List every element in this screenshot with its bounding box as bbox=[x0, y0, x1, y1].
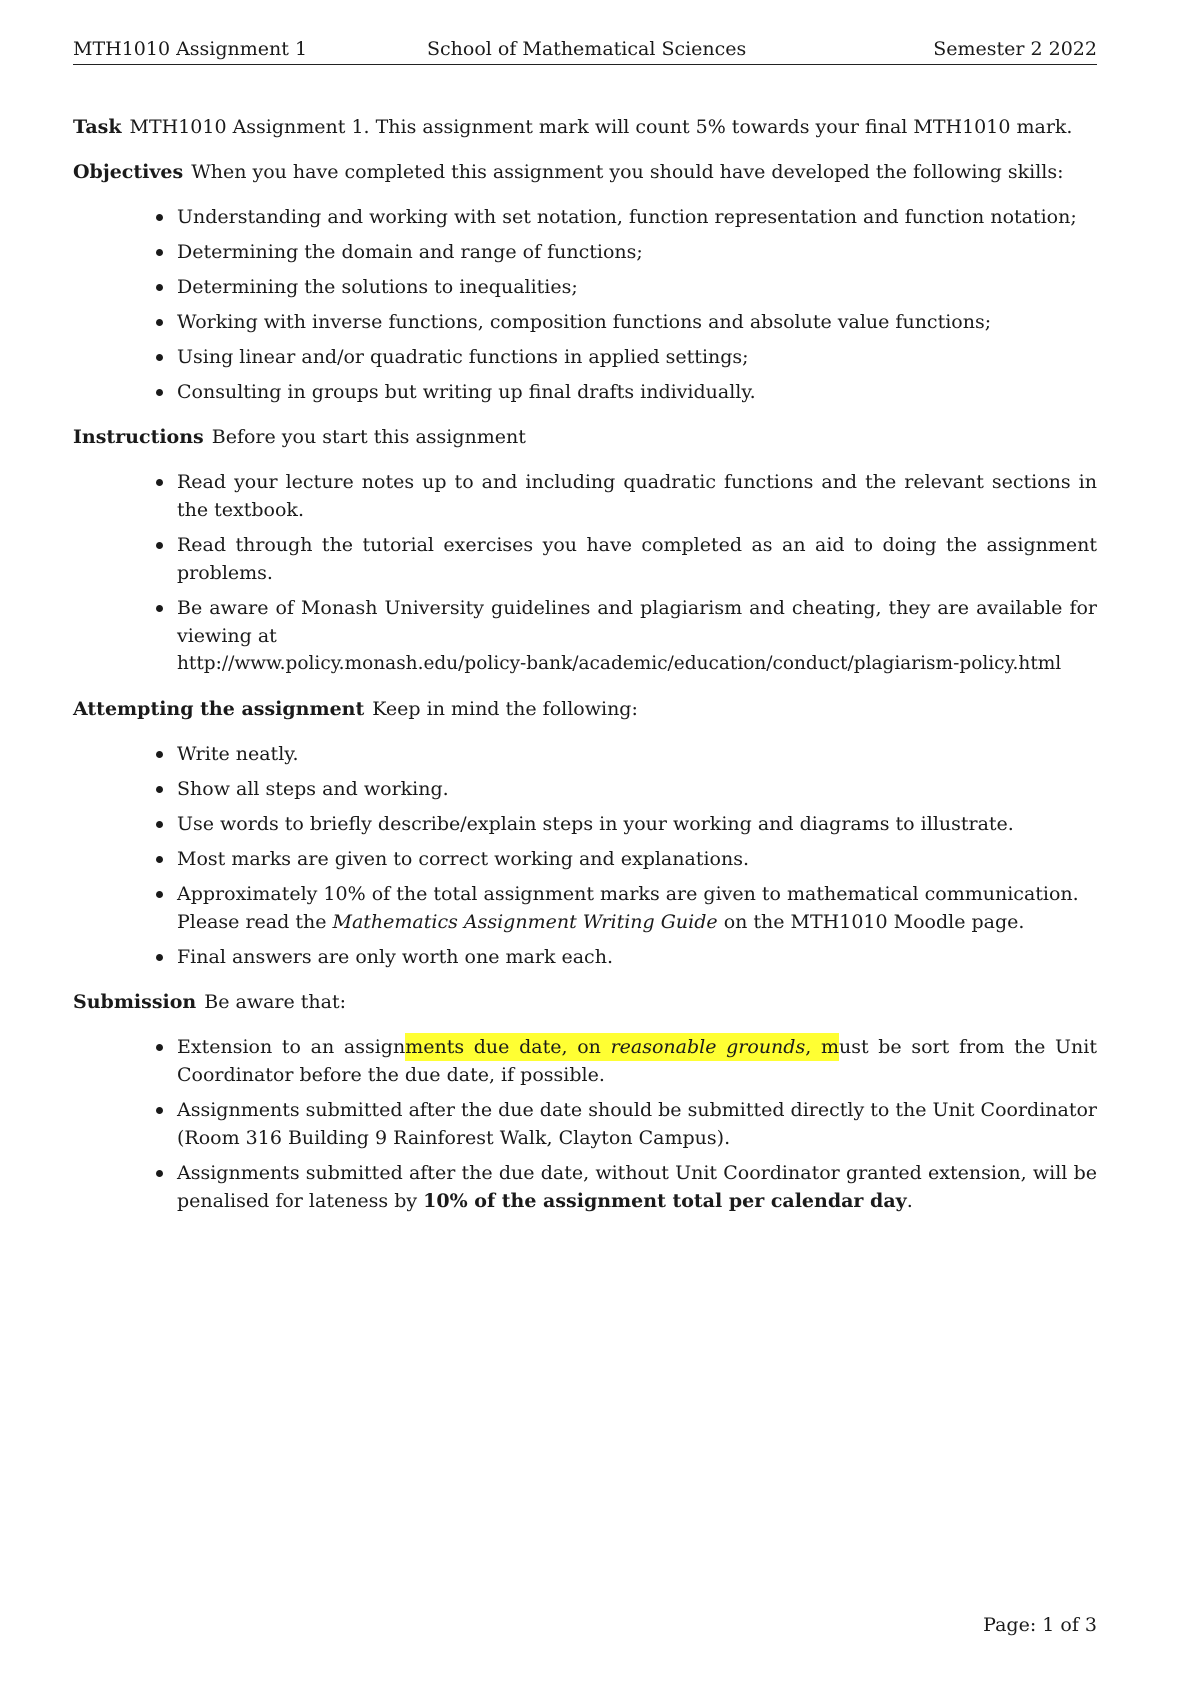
objectives-list bbox=[73, 203, 1103, 406]
document-body bbox=[73, 113, 1103, 1232]
list-item: Read your lecture notes up to and including quadratic functions and the relevant sections in the textbook. bbox=[73, 468, 1097, 524]
header-school: School of Mathematical Sciences bbox=[427, 38, 747, 60]
highlight-part: ments due date, on bbox=[405, 1036, 601, 1058]
extension-pre: Extension to an assign bbox=[177, 1036, 406, 1058]
instructions-text: Before you start this assignment bbox=[211, 426, 526, 448]
list-item: Understanding and working with set notation, function representation and function notation; bbox=[73, 203, 1097, 231]
list-item: Determining the domain and range of functions; bbox=[73, 238, 1097, 266]
guide-pre: Please read the bbox=[177, 911, 327, 933]
objectives-text: When you have completed this assignment you should have developed the following skills: bbox=[191, 161, 1064, 183]
communication-line: Approximately 10% of the total assignment marks are given to mathematical communication. bbox=[177, 883, 1079, 905]
lateness-penalty: 10% of the assignment total per calendar day bbox=[423, 1190, 907, 1212]
list-item: Assignments submitted after the due date should be submitted directly to the Unit Coordinator (Room 316 Building 9 Rainforest Walk, Clayton Campus). bbox=[73, 1096, 1097, 1152]
lateness-post: . bbox=[906, 1190, 913, 1212]
attempting-list bbox=[73, 740, 1103, 971]
task-paragraph bbox=[73, 113, 1103, 141]
page-header bbox=[73, 34, 1097, 65]
list-item bbox=[73, 1159, 1097, 1215]
submission-paragraph bbox=[73, 988, 1103, 1016]
list-item: Most marks are given to correct working and explanations. bbox=[73, 845, 1097, 873]
policy-url-link[interactable]: http://www.policy.monash.edu/policy-bank/academic/education/conduct/plagiarism-policy.html bbox=[177, 653, 1062, 674]
plagiarism-text: Be aware of Monash University guidelines and plagiarism and cheating, they are available for viewing at bbox=[177, 597, 1097, 647]
attempting-paragraph bbox=[73, 695, 1103, 723]
lateness-pre: Assignments submitted after the due date, without Unit Coordinator granted extension, will be penalised for lateness by bbox=[177, 1162, 1097, 1212]
list-item: Write neatly. bbox=[73, 740, 1097, 768]
submission-text: Be aware that: bbox=[204, 991, 347, 1013]
list-item: Using linear and/or quadratic functions in applied settings; bbox=[73, 343, 1097, 371]
highlight-end: , m bbox=[805, 1036, 839, 1058]
list-item: Consulting in groups but writing up final drafts individually. bbox=[73, 378, 1097, 406]
header-course: MTH1010 Assignment 1 bbox=[73, 38, 308, 60]
page-number: Page: 1 of 3 bbox=[983, 1614, 1097, 1636]
list-item bbox=[73, 594, 1097, 678]
task-label: Task bbox=[73, 116, 122, 138]
attempting-label: Attempting the assignment bbox=[73, 698, 365, 720]
list-item: Read through the tutorial exercises you have completed as an aid to doing the assignment problems. bbox=[73, 531, 1097, 587]
reasonable-grounds: reasonable grounds bbox=[610, 1036, 806, 1058]
list-item bbox=[73, 880, 1097, 936]
task-text: MTH1010 Assignment 1. This assignment mark will count 5% towards your final MTH1010 mark. bbox=[129, 116, 1073, 138]
list-item: Determining the solutions to inequalities; bbox=[73, 273, 1097, 301]
list-item: Final answers are only worth one mark each. bbox=[73, 943, 1097, 971]
guide-post: on the MTH1010 Moodle page. bbox=[723, 911, 1025, 933]
extension-post: ust be sort from the Unit Coordinator before the due date, if possible. bbox=[177, 1036, 1097, 1086]
attempting-text: Keep in mind the following: bbox=[372, 698, 638, 720]
header-semester: Semester 2 2022 bbox=[933, 38, 1097, 60]
submission-label: Submission bbox=[73, 991, 197, 1013]
list-item: Working with inverse functions, composition functions and absolute value functions; bbox=[73, 308, 1097, 336]
list-item: Show all steps and working. bbox=[73, 775, 1097, 803]
objectives-label: Objectives bbox=[73, 161, 184, 183]
instructions-label: Instructions bbox=[73, 426, 204, 448]
instructions-list bbox=[73, 468, 1103, 678]
list-item bbox=[73, 1033, 1097, 1089]
guide-title: Mathematics Assignment Writing Guide bbox=[332, 911, 718, 933]
instructions-paragraph bbox=[73, 423, 1103, 451]
list-item: Use words to briefly describe/explain steps in your working and diagrams to illustrate. bbox=[73, 810, 1097, 838]
objectives-paragraph bbox=[73, 158, 1103, 186]
highlighted-text bbox=[405, 1033, 839, 1061]
submission-list bbox=[73, 1033, 1103, 1215]
